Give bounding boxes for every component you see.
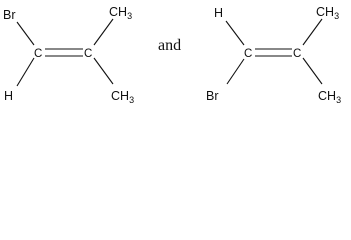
ch3-top-main-right: CH <box>316 5 335 19</box>
bond-br-to-c-right <box>227 59 244 84</box>
atom-carbon-right: C <box>84 48 93 60</box>
bond-c-to-ch3-bottom-right <box>303 58 322 84</box>
bond-c-to-ch3-top-left <box>94 19 113 45</box>
ch3-top-subscript-right: 3 <box>334 11 340 21</box>
connector-word: and <box>158 37 182 54</box>
atom-br-bottom-right: Br <box>206 89 219 103</box>
bond-h-to-c-right <box>226 21 244 45</box>
ch3-bottom-subscript-right: 3 <box>336 95 342 105</box>
isomer-diagram <box>0 0 351 113</box>
atom-ch3-top <box>109 5 132 21</box>
atom-ch3-bottom-right-molecule <box>318 89 341 105</box>
atom-ch3-top-right-molecule <box>316 5 339 21</box>
ch3-bottom-subscript: 3 <box>129 95 135 105</box>
atom-carbon-left: C <box>34 48 43 60</box>
atom-h-top-right: H <box>214 6 224 20</box>
ch3-top-subscript: 3 <box>127 11 133 21</box>
bond-c-to-ch3-bottom-left <box>94 58 113 84</box>
atom-carbon-right-right-molecule: C <box>293 48 302 60</box>
molecule-right <box>206 5 341 105</box>
molecule-left <box>3 5 134 105</box>
atom-ch3-bottom <box>111 89 134 105</box>
bond-c-to-ch3-top-right <box>303 19 322 45</box>
ch3-bottom-main: CH <box>111 89 130 103</box>
bond-h-to-c-left <box>17 58 34 86</box>
atom-carbon-left-right-molecule: C <box>244 48 253 60</box>
atom-h-bottom-left: H <box>4 89 14 103</box>
ch3-bottom-main-right: CH <box>318 89 337 103</box>
bond-br-to-c-left <box>17 22 34 45</box>
atom-br-top-left: Br <box>3 8 16 22</box>
structural-formulas <box>0 0 351 113</box>
ch3-top-main: CH <box>109 5 128 19</box>
